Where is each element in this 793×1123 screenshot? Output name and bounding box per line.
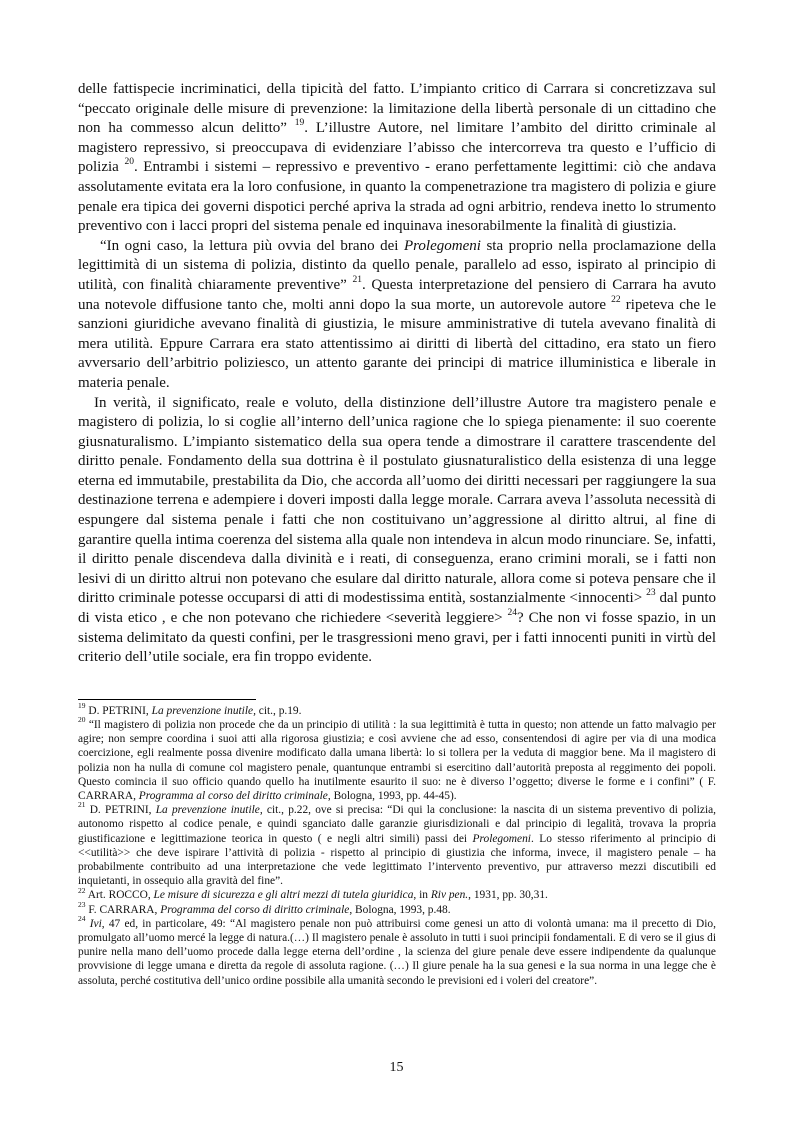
footnote-ref-19[interactable]: 19 (294, 118, 305, 129)
italic-title: Prolegomeni (403, 237, 481, 254)
footnote-19: $^{19}$ D. PETRINI, La prevenzione inutile, cit., p.19. (78, 701, 302, 717)
paragraph-1: delle fattispecie incriminatici, della tipicità del fatto. L’impianto critico di Carrara si concretizzava sul “peccato originale delle misure di prevenzione: la limitazione della libertà personale di un cittadino che non ha commesso alcun delitto” $^{19}$. L’illustre Autore, nel limitare l’ambito del diritto criminale al magistero repressivo, si preoccupava di evidenziare l’abisso che intercorreva tra questo e l’ufficio di polizia $^{20}$. Entrambi i sistemi – repressivo e preventivo - erano perfettamente legittimi: ciò che andava assolutamente evitata era la loro confusione, in quanto la compenetrazione tra magistero di polizia e giure penale era tipica dei governi dispotici perché apriva la strada ad ogni arbitrio, rendeva inetto lo strumento preventivo con i lacci propri del sistema penale ed inquinava inesorabilmente la finalità di giustizia. (78, 81, 716, 235)
footnote-ref-24[interactable]: 24 (507, 608, 518, 619)
page-content (78, 80, 716, 988)
main-text (78, 80, 716, 668)
footnote-21: $^{21}$ D. PETRINI, La prevenzione inutile, cit., p.22, ove si precisa: “Di qui la conclusione: la nascita di un sistema preventivo di polizia, autonomo rispetto al codice penale, e quindi sganciato dalle garanzie giurisdizionali e dal principio di legalità, trovava la propria giustificazione e legittimazione teorica in questo ( e negli altri simili) passi dei Prolegomeni. Lo stesso riferimento al principio di <<utilità>> che deve ispirare l’attività di polizia - rispetto al principio di giustizia che informa, invece, il magistero penale – ha probabilmente contribuito ad una interpretazione che vede legittimato l’intervento preventivo, pur attraverso mezzi discutibili ed inquietanti, in ossequio alla gravità del fine”. (78, 800, 717, 888)
paragraph-2: “In ogni caso, la lettura più ovvia del brano dei Prolegomeni sta proprio nella proclamazione della legittimità di un sistema di polizia, distinto da quello penale, parallelo ad esso, ispirato al principio di utilità, con finalità chiaramente preventive” $^{21}$. Questa interpretazione del pensiero di Carrara ha avuto una notevole diffusione tanto che, molti anni dopo la sua morte, un autorevole autore $^{22}$ ripeteva che le sanzioni giuridiche avevano finalità di giustizia, le misure amministrative di tutela avevano finalità di mera utilità. Eppure Carrara era stato attentissimo ai diritti di libertà del cittadino, era stato un fiero avversario dell’arbitrio poliziesco, un attento garante dei principi di matrice illuministica e liberale in materia penale. (78, 237, 717, 391)
footnote-24: $^{24}$ Ivi, 47 ed, in particolare, 49: “Al magistero penale non può attribuirsi come genesi un atto di volontà umana: ma il precetto di Dio, promulgato all’uomo mercé la legge di natura.(…) Il magistero penale è assoluto in tutti i suoi principii fondamentali. E di vero se il gius di punire nella mano dell’uomo procede dalla legge eterna dell’ordine , la scienza del giure penale deve essere indipendente da qualunque provvisione di legge umana e diretta da regole di assoluta ragione. (…) Il giure penale ha la sua genesi e la sua norma in una legge che è assoluta, perché costitutiva dell’unico ordine possibile alla umanità secondo le previsioni ed i voleri del creatore”. (78, 914, 716, 987)
footnote-ref-20[interactable]: 20 (124, 157, 134, 168)
footnote-ref-21[interactable]: 21 (352, 274, 362, 285)
page-number: 15 (389, 1060, 404, 1075)
footnote-23: $^{23}$ F. CARRARA, Programma del corso di diritto criminale, Bologna, 1993, p.48. (78, 899, 451, 916)
footnote-22: $^{22}$ Art. ROCCO, Le misure di sicurezza e gli altri mezzi di tutela giuridica, in Riv pen., 1931, pp. 30,31. (78, 885, 548, 902)
footnotes (78, 701, 717, 988)
footnote-separator (78, 699, 256, 700)
footnote-ref-23[interactable]: 23 (646, 588, 656, 599)
paragraph-3: In verità, il significato, reale e voluto, della distinzione dell’illustre Autore tra magistero penale e magistero di polizia, lo si coglie all’interno dell’unica ragione che lo spiega pienamente: il suo coerente giusnaturalismo. L’impianto sistematico della sua opera tende a dimostrare il carattere trascendente del diritto penale. Fondamento della sua dottrina è il postulato giusnaturalistico della esistenza di una legge eterna ed immutabile, prestabilita da Dio, che accorda all’uomo dei diritti necessari per raggiungere la sua destinazione terrena e adempiere i doveri imposti dalla legge morale. Carrara aveva l’assoluta necessità di espungere dal sistema penale i fatti che non costituivano un’aggressione al diritto altrui, al fine di garantire quella intima coerenza del sistema alla quale non intendeva in alcun modo rinunciare. Se, infatti, il diritto penale discendeva dalla divinità e i reati, di conseguenza, erano crimini morali, se i fatti non lesivi di un diritto altrui non potevano che esulare dal diritto naturale, allora come si poteva pensare che il diritto criminale potesse occuparsi di atti di modestissima entità, sostanzialmente <innocenti> $^{23}$ dal punto di vista etico , e che non potevano che richiedere <severità leggiere> $^{24}$? Che non vi fosse spazio, in un sistema delimitato da questi confini, per le trasgressioni meno gravi, per i fatti innocenti puniti in virtù del criterio dell’utile sociale, era fin troppo evidente. (78, 394, 716, 666)
footnote-20: $^{20}$ “Il magistero di polizia non procede che da un principio di utilità : la sua legittimità è tutta in questo; non attende un fatto malvagio per agire; non sempre coordina i suoi atti alla rigorosa giustizia; e così avviene che ad esso, consentendosi di agire per via di una modica coercizione, egli realmente possa divenire modificato dalla umana libertà: lo si tollera per la veduta di maggior bene. Ma il magistero di polizia non ha nulla di comune col magistero penale, quantunque entrambi si esercitino dall’autorità preposta al reggimento dei popoli. Questo comincia il suo officio quando quello ha inutilmente esaurito il suo: ne è diverso l’oggetto; diverse le forme e i confini” ( F. CARRARA, Programma al corso del diritto criminale, Bologna, 1993, pp. 44-45). (78, 715, 716, 803)
footnote-ref-22[interactable]: 22 (611, 294, 621, 305)
